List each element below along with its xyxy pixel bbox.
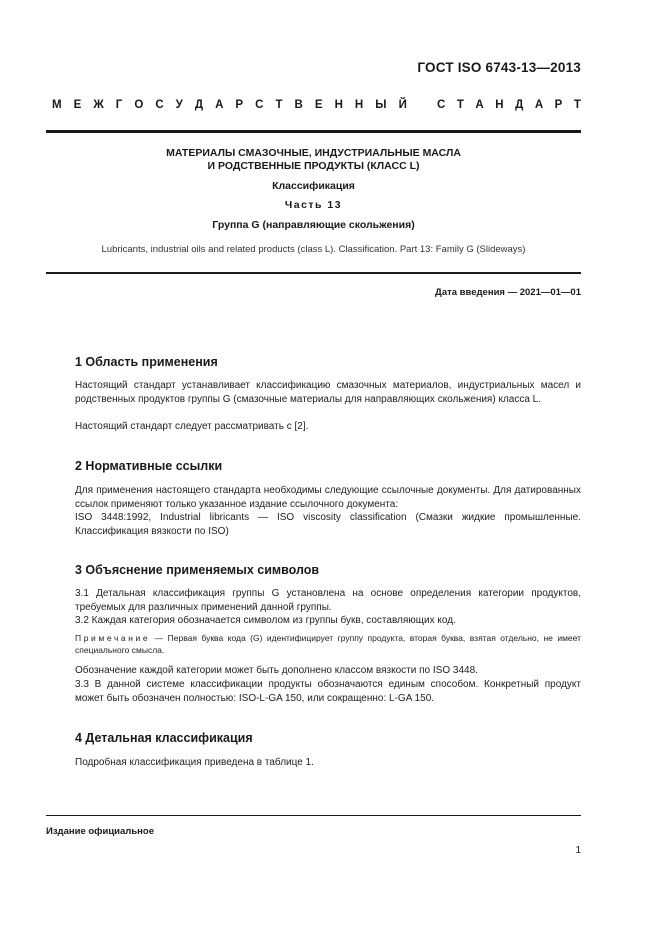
official-edition-label: Издание официальное [46,826,154,837]
title-line-1: МАТЕРИАЛЫ СМАЗОЧНЫЕ, ИНДУСТРИАЛЬНЫЕ МАСЛА [166,147,461,159]
note-text: — Первая буква кода (G) идентифицирует группу продукта, вторая буква, взятая отдельно, не имеет специального смысла. [75,633,581,655]
section-2-paragraph-2: ISO 3448:1992, Industrial libricants — ISO viscosity classification (Смазки жидкие промышленные. Классификация вязкости по ISO) [75,512,581,537]
section-4-paragraph-1: Подробная классификация приведена в таблице 1. [75,757,314,768]
introduction-date: Дата введения — 2021—01—01 [435,287,581,298]
interstate-standard-heading [52,99,581,111]
section-1-paragraph-2: Настоящий стандарт следует рассматривать с [2]. [75,421,309,432]
section-3-paragraph-4: 3.3 В данной системе классификации продукты обозначаются единым способом. Конкретный продукт может быть обозначен полностью: ISO-L-GA 150, или сокращенно: L-GA 150. [75,679,581,704]
title-line-2: И РОДСТВЕННЫЕ ПРОДУКТЫ (КЛАСС L) [207,160,420,172]
section-1-heading: 1 Область применения [75,355,218,369]
top-divider [46,130,581,133]
page-number: 1 [575,845,581,856]
footer-divider [46,815,581,816]
title-classification: Классификация [272,180,355,192]
title-group: Группа G (направляющие скольжения) [212,219,415,231]
section-3-note [46,633,581,656]
section-3-paragraph-3: Обозначение каждой категории может быть дополнено классом вязкости по ISO 3448. [75,665,478,676]
title-part: Часть 13 [284,199,343,211]
section-2-paragraph-1: Для применения настоящего стандарта необходимы следующие ссылочные документы. Для датированных ссылок применяют только указанное издание ссылочного документа: [75,485,581,510]
section-3-paragraph-1: 3.1 Детальная классификация группы G установлена на основе определения категории продуктов, требуемых для различных применений данной группы. [75,588,581,613]
section-3-heading: 3 Объяснение применяемых символов [75,563,320,577]
note-label: Примечание [75,633,151,643]
standard-word: С Т А Н Д А Р Т [437,99,581,111]
title-divider [46,272,581,274]
section-2-heading: 2 Нормативные ссылки [75,459,223,473]
section-1-paragraph-1: Настоящий стандарт устанавливает классификацию смазочных материалов, индустриальных масел и родственных продуктов группы G (смазочные материалы для направляющих скольжения) класса L. [75,380,581,405]
section-3-paragraph-2: 3.2 Каждая категория обозначается символом из группы букв, составляющих код. [75,615,456,626]
section-4-heading: 4 Детальная классификация [75,731,253,745]
document-code: ГОСТ ISO 6743-13—2013 [417,60,581,75]
interstate-word: М Е Ж Г О С У Д А Р С Т В Е Н Н Ы Й [52,99,407,111]
english-title: Lubricants, industrial oils and related products (class L). Classification. Part 13: Family G (Slideways) [101,244,526,255]
